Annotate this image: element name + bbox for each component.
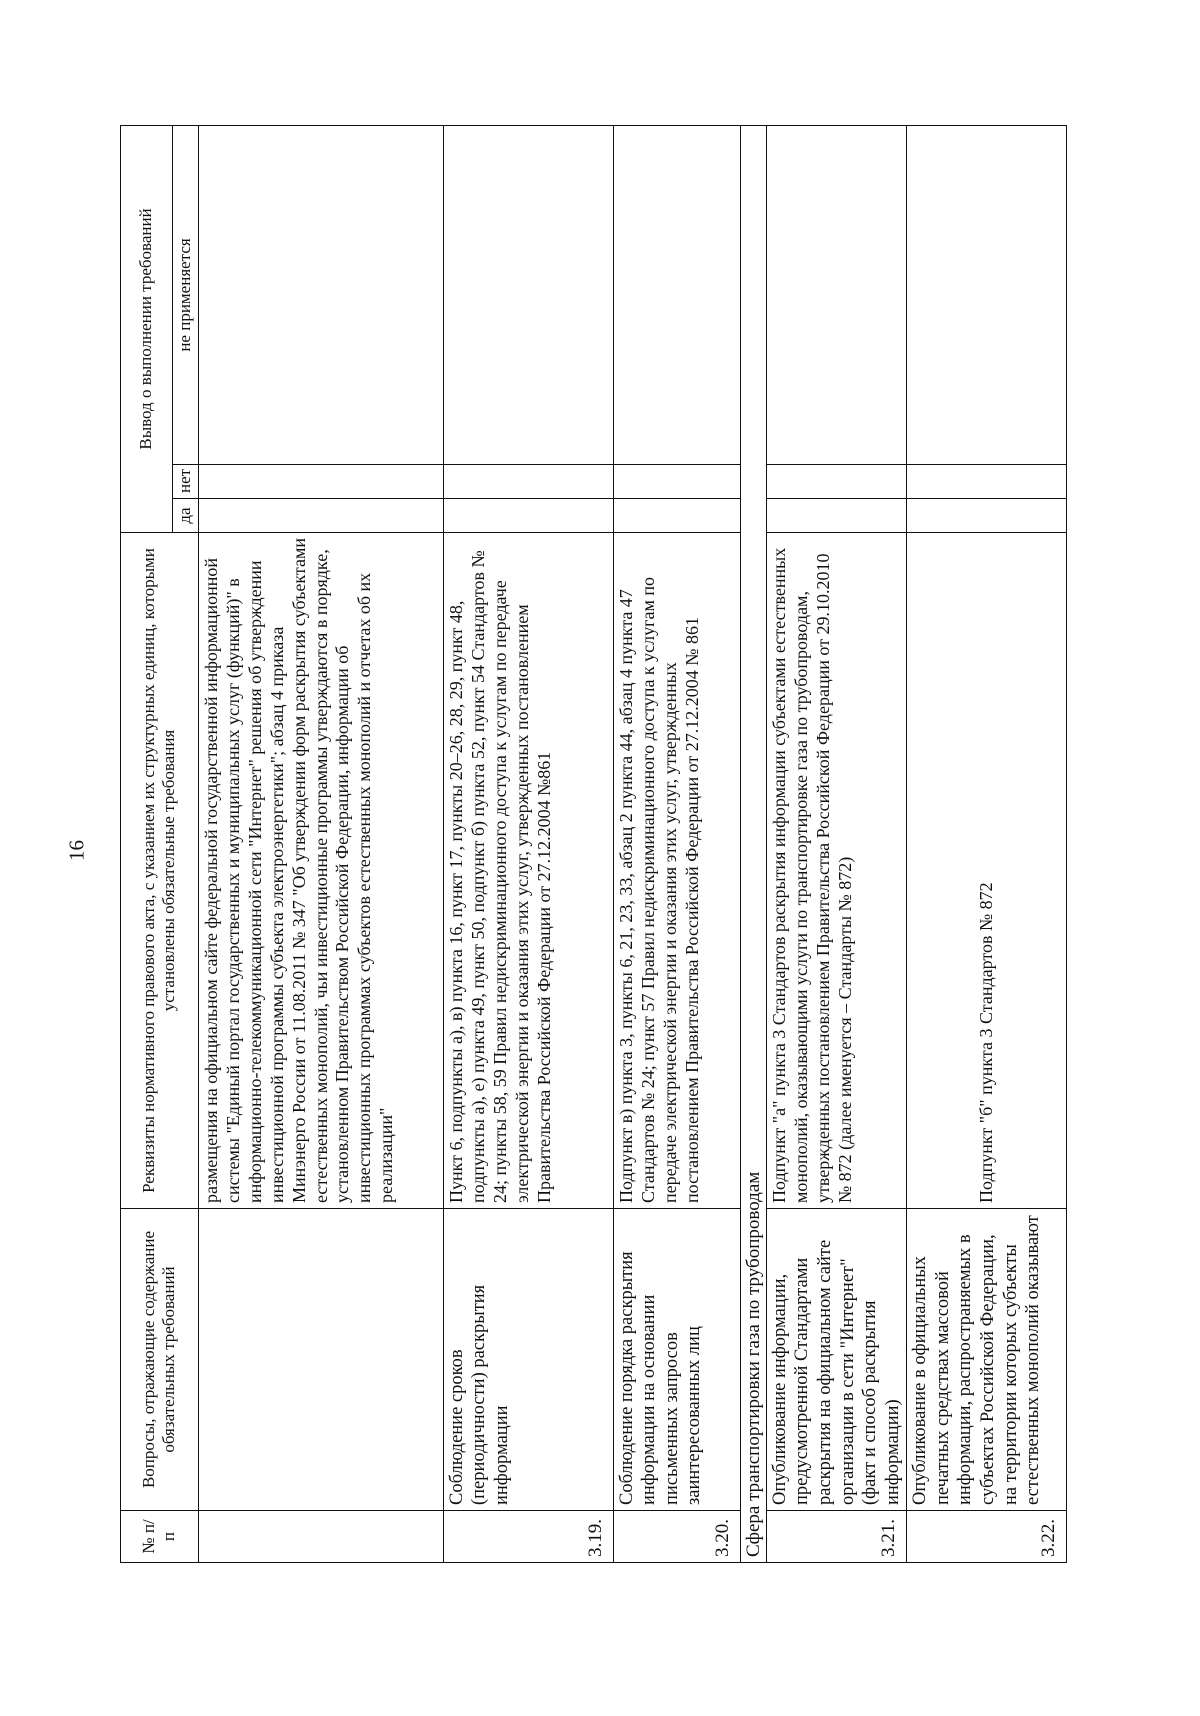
cell-na <box>766 125 906 464</box>
row-number: 3.21. <box>766 1511 906 1563</box>
rotated-table-container <box>120 126 1060 1563</box>
row-number <box>198 1511 443 1563</box>
cell-na <box>907 125 1067 464</box>
cell-na <box>443 125 613 464</box>
row-question: Опубликование в официальных печатных средствах массовой информации, распространяемых в субъектах Российской Федерации, на территории которых субъекты естественных монополий оказывают <box>907 1209 1067 1511</box>
cell-na <box>613 125 740 464</box>
row-question: Соблюдение порядка раскрытия информации на основании письменных запросов заинтересованных лиц <box>613 1209 740 1511</box>
header-no: нет <box>173 465 199 499</box>
cell-no <box>766 465 906 499</box>
cell-yes <box>443 499 613 533</box>
page-number: 16 <box>64 840 89 861</box>
section-row <box>740 125 766 1562</box>
table-row <box>907 125 1067 1562</box>
cell-na <box>198 125 443 464</box>
header-na: не применяется <box>173 125 199 464</box>
cell-no <box>907 465 1067 499</box>
cell-no <box>443 465 613 499</box>
cell-yes <box>613 499 740 533</box>
table-row <box>766 125 906 1562</box>
table-row <box>443 125 613 1562</box>
section-title: Сфера транспортировки газа по трубопроводам <box>740 125 766 1562</box>
row-requisites: Подпункт "а" пункта 3 Стандартов раскрытия информации субъектами естественных монополий, оказывающими услуги по транспортировке газа по трубопроводам, утвержденных постановлением Правительства Российской Федерации от 29.10.2010 № 872 (далее именуется – Стандарты № 872) <box>766 533 906 1209</box>
row-requisites: Подпункт в) пункта 3, пункты 6, 21, 23, 33, абзац 2 пункта 44, абзац 4 пункта 47 Стандартов № 24; пункт 57 Правил недискриминационного доступа к услугам по передаче электрической энергии и оказания этих услуг, утвержденных постановлением Правительства Российской Федерации от 27.12.2004 № 861 <box>613 533 740 1209</box>
cell-yes <box>907 499 1067 533</box>
cell-yes <box>766 499 906 533</box>
row-requisites: Пункт 6, подпункты а), в) пункта 16, пункт 17, пункты 20–26, 28, 29, пункт 48, подпункты а), е) пункта 49, пункт 50, подпункт б) пункта 52, пункт 54 Стандартов № 24; пункты 58, 59 Правил недискриминационного доступа к услугам по передаче электрической энергии и оказания этих услуг, утвержденных постановлением Правительства Российской Федерации от 27.12.2004 №861 <box>443 533 613 1209</box>
cell-no <box>198 465 443 499</box>
row-requisites: Подпункт "б" пункта 3 Стандартов № 872 <box>907 533 1067 1209</box>
header-yes: да <box>173 499 199 533</box>
row-requisites: размещения на официальном сайте федеральной государственной информационной системы "Единый портал государственных и муниципальных услуг (функций)" в информационно-телекоммуникационной сети "Интернет" решения об утверждении инвестиционной программы субъекта электроэнергетики"; абзац 4 приказа Минэнерго России от 11.08.2011 № 347 "Об утверждении форм раскрытия субъектами естественных монополий, чьи инвестиционные программы утверждаются в порядке, установленном Правительством Российской Федерации, информации об инвестиционных программах субъектов естественных монополий и отчетах об их реализации" <box>198 533 443 1209</box>
header-conclusion: Вывод о выполнении требований <box>121 125 173 532</box>
row-number: 3.22. <box>907 1511 1067 1563</box>
header-requisites: Реквизиты нормативного правового акта, с указанием их структурных единиц, которыми установлены обязательные требования <box>121 533 199 1209</box>
requirements-table <box>120 125 1067 1563</box>
cell-no <box>613 465 740 499</box>
cell-yes <box>198 499 443 533</box>
row-number: 3.19. <box>443 1511 613 1563</box>
row-question: Опубликование информации, предусмотренной Стандартами раскрытия на официальном сайте организации в сети "Интернет" (факт и способ раскрытия информации) <box>766 1209 906 1511</box>
row-question: Соблюдение сроков (периодичности) раскрытия информации <box>443 1209 613 1511</box>
header-num: № п/п <box>121 1511 199 1563</box>
row-number: 3.20. <box>613 1511 740 1563</box>
row-question <box>198 1209 443 1511</box>
table-row <box>198 125 443 1562</box>
header-question: Вопросы, отражающие содержание обязательных требований <box>121 1209 199 1511</box>
table-row <box>613 125 740 1562</box>
